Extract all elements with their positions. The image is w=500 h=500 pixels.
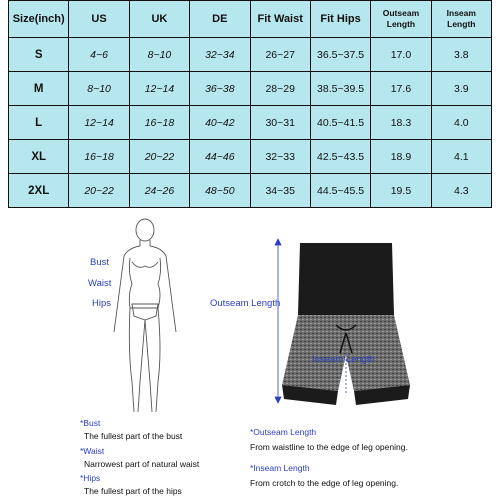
table-row: [9, 72, 492, 106]
header-fit-hips: Fit Hips: [310, 1, 370, 38]
bust-note-desc: The fullest part of the bust: [84, 431, 183, 441]
header-de: DE: [190, 1, 250, 38]
uk-cell: 20~22: [129, 140, 189, 174]
header-inseam-text: Inseam Length: [446, 8, 476, 29]
size-chart-table: [8, 0, 492, 208]
waist-note: [80, 446, 199, 469]
outseam-note: [250, 427, 408, 452]
waist-note-term: *Waist: [80, 446, 105, 456]
us-cell: 8~10: [69, 72, 129, 106]
de-cell: 40~42: [190, 106, 250, 140]
hips-cell: 44.5~45.5: [310, 174, 370, 208]
waist-cell: 34~35: [250, 174, 310, 208]
hips-cell: 38.5~39.5: [310, 72, 370, 106]
outseam-cell: 18.3: [371, 106, 431, 140]
header-size: Size(inch): [9, 1, 69, 38]
bust-note-term: *Bust: [80, 418, 101, 428]
outseam-cell: 19.5: [371, 174, 431, 208]
inseam-note-term: *Inseam Length: [250, 463, 310, 473]
shorts-illustration: [270, 235, 420, 420]
inseam-label: Inseam Length: [312, 354, 375, 365]
us-cell: 20~22: [69, 174, 129, 208]
size-cell: L: [9, 106, 69, 140]
de-cell: 32~34: [190, 38, 250, 72]
size-cell: 2XL: [9, 174, 69, 208]
inseam-cell: 3.9: [431, 72, 491, 106]
outseam-note-term: *Outseam Length: [250, 427, 317, 437]
inseam-cell: 4.3: [431, 174, 491, 208]
waist-cell: 26~27: [250, 38, 310, 72]
waist-note-desc: Narrowest part of natural waist: [84, 459, 200, 469]
inseam-note: [250, 463, 398, 488]
outseam-note-desc: From waistline to the edge of leg opening.: [250, 442, 408, 452]
uk-cell: 8~10: [129, 38, 189, 72]
us-cell: 16~18: [69, 140, 129, 174]
hips-cell: 36.5~37.5: [310, 38, 370, 72]
header-outseam: [371, 1, 431, 38]
inseam-cell: 4.1: [431, 140, 491, 174]
waist-cell: 28~29: [250, 72, 310, 106]
bust-label: Bust: [90, 257, 110, 268]
header-inseam: [431, 1, 491, 38]
table-row: [9, 38, 492, 72]
uk-cell: 24~26: [129, 174, 189, 208]
size-cell: XL: [9, 140, 69, 174]
waist-cell: 32~33: [250, 140, 310, 174]
waist-cell: 30~31: [250, 106, 310, 140]
uk-cell: 12~14: [129, 72, 189, 106]
inseam-cell: 4.0: [431, 106, 491, 140]
size-cell: M: [9, 72, 69, 106]
header-fit-waist: Fit Waist: [250, 1, 310, 38]
us-cell: 4~6: [69, 38, 129, 72]
header-us: US: [69, 1, 129, 38]
waist-label: Waist: [88, 278, 112, 289]
hips-label: Hips: [92, 298, 112, 309]
de-cell: 36~38: [190, 72, 250, 106]
us-cell: 12~14: [69, 106, 129, 140]
size-cell: S: [9, 38, 69, 72]
table-row: [9, 140, 492, 174]
hips-cell: 42.5~43.5: [310, 140, 370, 174]
outseam-cell: 17.0: [371, 38, 431, 72]
inseam-cell: 3.8: [431, 38, 491, 72]
outseam-cell: 17.6: [371, 72, 431, 106]
de-cell: 44~46: [190, 140, 250, 174]
header-uk: UK: [129, 1, 189, 38]
outseam-label: Outseam Length: [210, 298, 281, 309]
body-figure-illustration: [100, 212, 190, 422]
table-header-row: [9, 1, 492, 38]
table-row: [9, 174, 492, 208]
outseam-cell: 18.9: [371, 140, 431, 174]
uk-cell: 16~18: [129, 106, 189, 140]
hips-cell: 40.5~41.5: [310, 106, 370, 140]
bust-note: [80, 418, 182, 441]
hips-note-desc: The fullest part of the hips: [84, 486, 182, 496]
hips-note-term: *Hips: [80, 473, 101, 483]
header-outseam-text: Outseam Length: [382, 8, 420, 29]
table-row: [9, 106, 492, 140]
hips-note: [80, 473, 182, 496]
de-cell: 48~50: [190, 174, 250, 208]
inseam-note-desc: From crotch to the edge of leg opening.: [250, 478, 399, 488]
